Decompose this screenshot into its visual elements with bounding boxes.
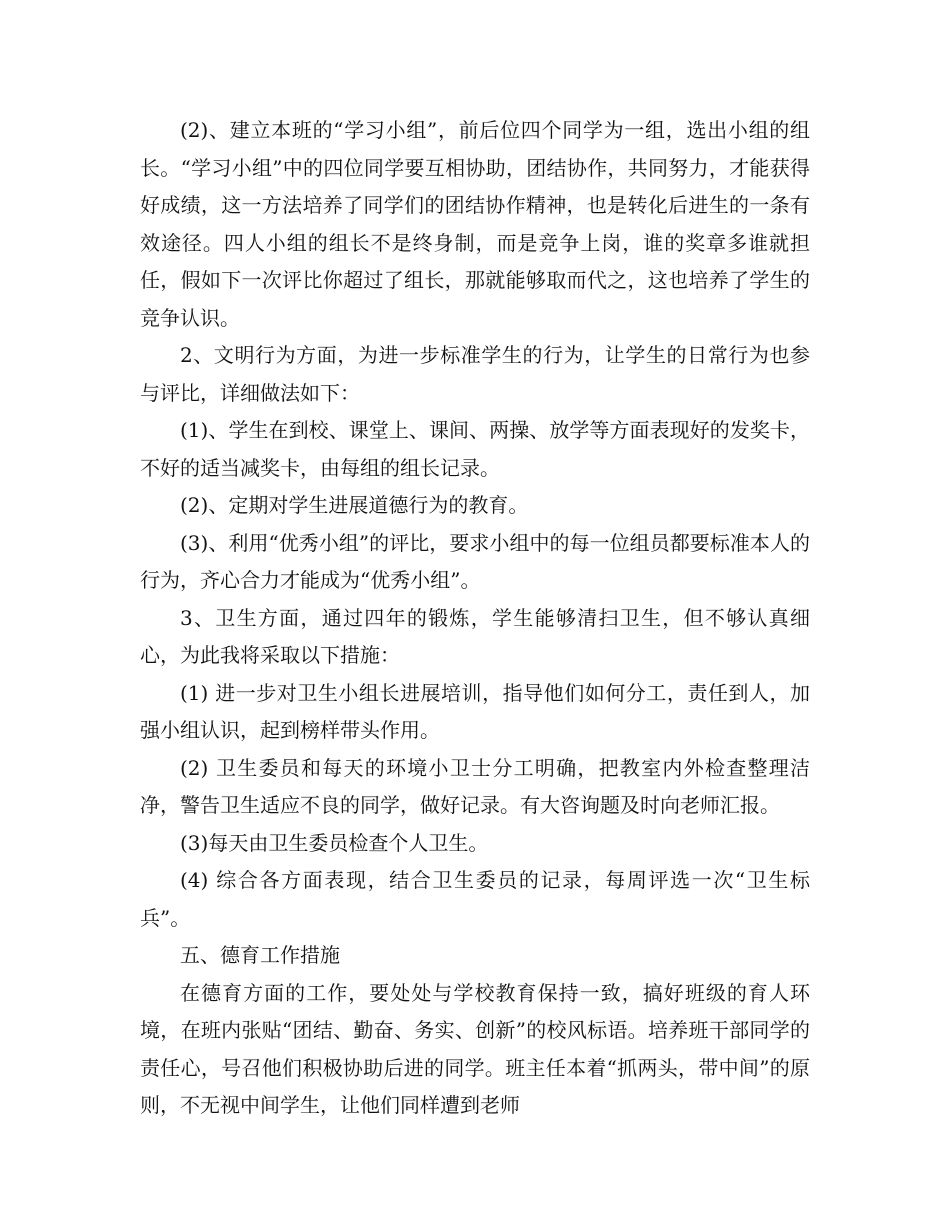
paragraph-behavior-item-3: (3)、利用“优秀小组”的评比，要求小组中的每一位组员都要标准本人的行为，齐心合力才能成为“优秀小组”。: [140, 530, 810, 592]
paragraph-hygiene-item-2: (2) 卫生委员和每天的环境小卫士分工明确，把教室内外检查整理洁净，警告卫生适应不良的同学，做好记录。有大咨询题及时向老师汇报。: [140, 755, 810, 817]
paragraph-hygiene-item-3: (3)每天由卫生委员检查个人卫生。: [180, 830, 489, 855]
paragraph-behavior-item-2: (2)、定期对学生进展道德行为的教育。: [180, 493, 529, 517]
section-heading-moral-education: 五、德育工作措施: [180, 943, 340, 967]
document-body: [140, 112, 810, 1125]
paragraph-civil-behavior: 2、文明行为方面，为进一步标准学生的行为，让学生的日常行为也参与评比，详细做法如下：: [140, 343, 810, 405]
paragraph-hygiene: 3、卫生方面，通过四年的锻炼，学生能够清扫卫生，但不够认真细心，为此我将采取以下措施：: [140, 605, 810, 667]
paragraph-moral-education: 在德育方面的工作，要处处与学校教育保持一致，搞好班级的育人环境，在班内张贴“团结、勤奋、务实、创新”的校风标语。培养班干部同学的责任心，号召他们积极协助后进的同学。班主任本着“抓两头，带中间”的原则，不无视中间学生，让他们同样遭到老师: [140, 980, 810, 1117]
paragraph-behavior-item-1: (1)、学生在到校、课堂上、课间、两操、放学等方面表现好的发奖卡，不好的适当减奖卡，由每组的组长记录。: [140, 418, 810, 480]
paragraph-hygiene-item-4: (4) 综合各方面表现，结合卫生委员的记录，每周评选一次“卫生标兵”。: [140, 868, 810, 930]
paragraph-hygiene-item-1: (1) 进一步对卫生小组长进展培训，指导他们如何分工，责任到人，加强小组认识，起到榜样带头作用。: [140, 680, 810, 742]
paragraph-study-group: (2)、建立本班的“学习小组”，前后位四个同学为一组，选出小组的组长。“学习小组”中的四位同学要互相协助，团结协作，共同努力，才能获得好成绩，这一方法培养了同学们的团结协作精神，也是转化后进生的一条有效途径。四人小组的组长不是终身制，而是竞争上岗，谁的奖章多谁就担任，假如下一次评比你超过了组长，那就能够取而代之，这也培养了学生的竞争认识。: [140, 118, 810, 330]
